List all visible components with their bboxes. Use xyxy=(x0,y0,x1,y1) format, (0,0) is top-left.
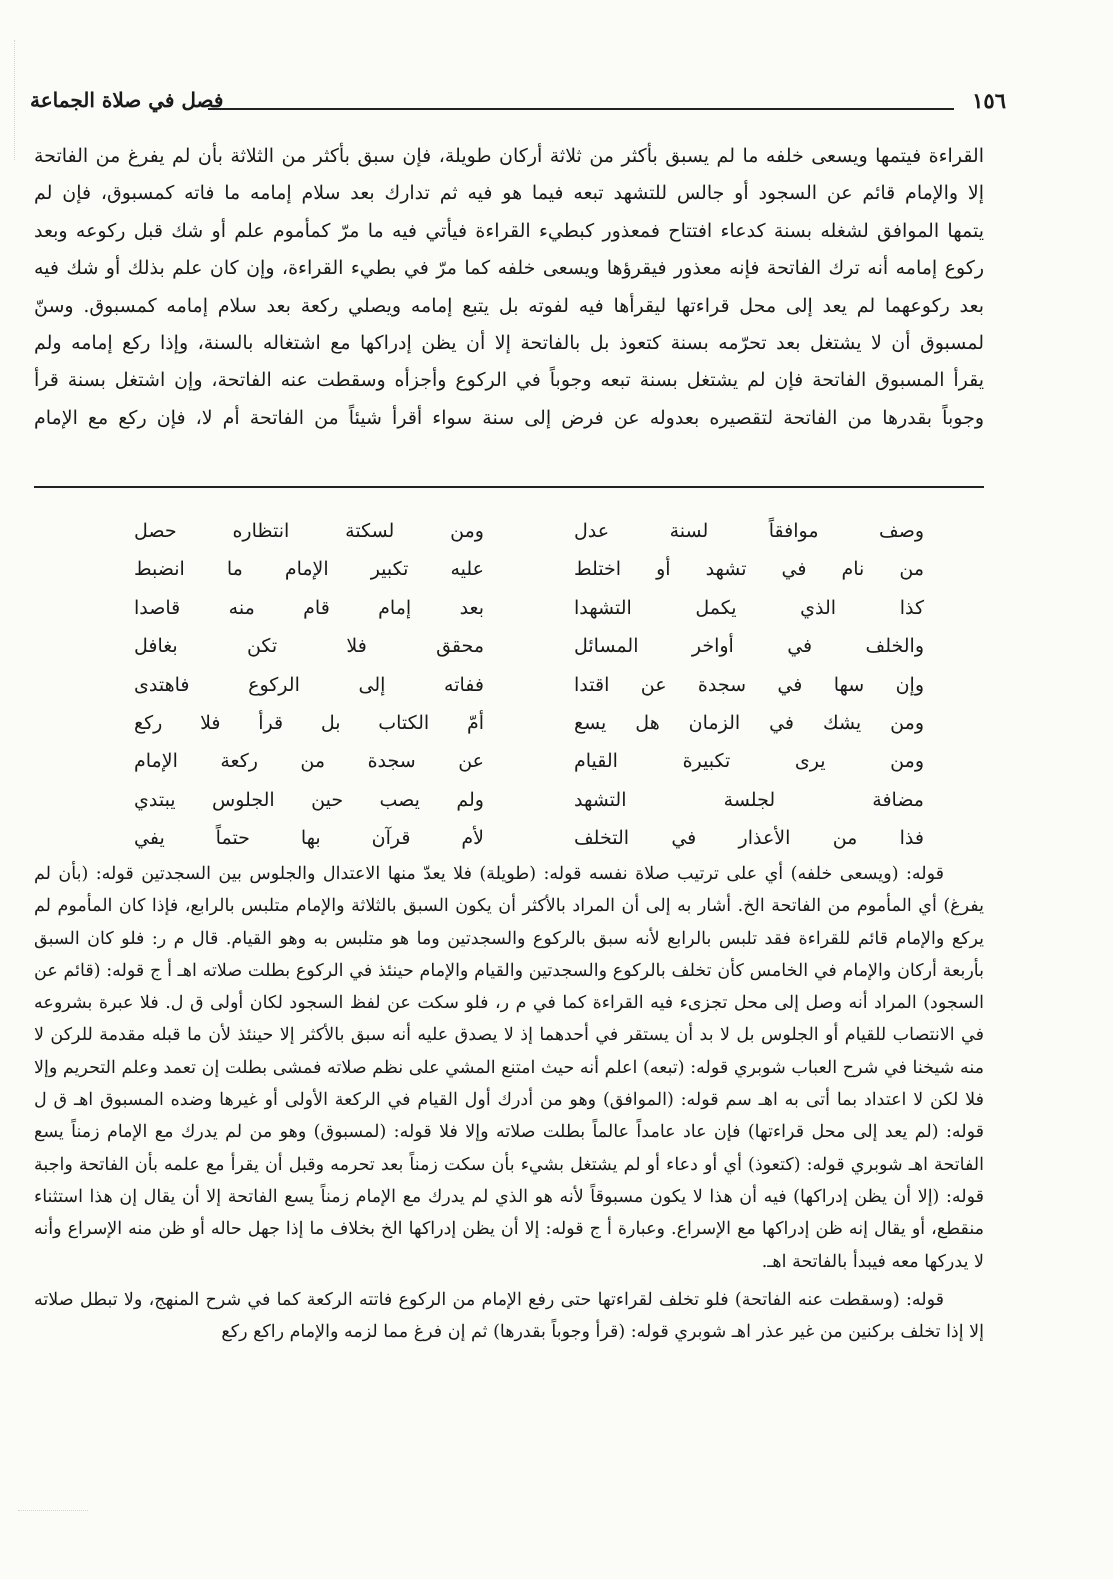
poem-second-hemistich: لأم قرآن بها حتماً يفي xyxy=(134,827,484,850)
scan-corner-mark xyxy=(18,1490,88,1511)
poem-first-hemistich: مضافة لجلسة التشهد xyxy=(574,788,924,811)
main-line: إلا والإمام قائم عن السجود أو جالس للتشهد تبعه فيما هو فيه ثم تدارك بعد سلام إمامه ما فاته كمسبوق، فإن لم xyxy=(34,182,984,205)
poem-first-hemistich: فذا من الأعذار في التخلف xyxy=(574,827,924,850)
commentary-paragraph: قوله: (وسقطت عنه الفاتحة) فلو تخلف لقراءتها حتى رفع الإمام من الركوع فاتته الركعة كما في شرح المنهج، ولا تبطل صلاته إلا إذا تخلف بركنين من غير عذر اهـ شوبري قوله: (قرأ وجوباً بقدرها) ثم إن فرغ مما لزمه والإمام راكع ركع xyxy=(34,1289,984,1343)
main-line: بعد ركوعهما لم يعد إلى محل قراءتها ليقرأها فيه لفوته بل يتبع إمامه ويصلي ركعة بعد سلام إمامه كمسبوق. وسنّ xyxy=(34,294,984,317)
main-line: يقرأ المسبوق الفاتحة فإن لم يشتغل بسنة تبعه وجوباً في الركوع وأجزأه وسقطت عنه الفاتحة، وإن اشتغل بسنة قرأ xyxy=(34,369,984,392)
poem-first-hemistich: وإن سها في سجدة عن اقتدا xyxy=(574,673,924,696)
poem-second-hemistich: أمّ الكتاب بل قرأ فلا ركع xyxy=(134,711,484,734)
footnote-separator xyxy=(34,486,984,488)
page-header xyxy=(30,88,1006,122)
running-title: فصل في صلاة الجماعة xyxy=(30,88,224,112)
poem-second-hemistich: ففاته إلى الركوع فاهتدى xyxy=(134,673,484,696)
poem-verse xyxy=(134,516,924,554)
poem-verse xyxy=(134,708,924,746)
poem-verse xyxy=(134,823,924,861)
poem-verse xyxy=(134,670,924,708)
main-line: وجوباً بقدرها من الفاتحة لتقصيره بعدوله عن فرض إلى سنة سواء أقرأ شيئاً من الفاتحة أم لا، فإن ركع مع الإمام xyxy=(34,406,984,429)
poem-second-hemistich: ومن لسكتة انتظاره حصل xyxy=(134,520,484,542)
poem-first-hemistich: وصف موافقاً لسنة عدل xyxy=(574,520,924,542)
commentary xyxy=(34,858,984,1348)
page-number: ١٥٦ xyxy=(972,88,1006,113)
poem-first-hemistich: ومن يرى تكبيرة القيام xyxy=(574,750,924,773)
main-line: القراءة فيتمها ويسعى خلفه ما لم يسبق بأكثر من ثلاثة أركان طويلة، فإن سبق بأكثر من الثلاثة بأن لم يفرغ من الفاتحة xyxy=(34,145,984,167)
poem-verse xyxy=(134,746,924,784)
main-line: يتمها الموافق لشغله بسنة كدعاء افتتاح فمعذور كبطيء القراءة فيأتي فيه ما مرّ كمأموم علم أو شك قبل ركوعه وبعد xyxy=(34,219,984,242)
main-text xyxy=(34,138,984,437)
poem-first-hemistich: كذا الذي يكمل التشهدا xyxy=(574,596,924,619)
poem-first-hemistich: ومن يشك في الزمان هل يسع xyxy=(574,711,924,734)
poem-first-hemistich: والخلف في أواخر المسائل xyxy=(574,635,924,658)
poem-verse xyxy=(134,631,924,669)
poem-verse xyxy=(134,593,924,631)
poem-second-hemistich: محقق فلا تكن بغافل xyxy=(134,635,484,658)
poem-verse xyxy=(134,554,924,592)
poem-second-hemistich: عن سجدة من ركعة الإمام xyxy=(134,750,484,773)
poem-second-hemistich: عليه تكبير الإمام ما انضبط xyxy=(134,558,484,581)
scan-edge-mark xyxy=(0,40,15,160)
commentary-paragraph: قوله: (ويسعى خلفه) أي على ترتيب صلاة نفسه قوله: (طويلة) فلا يعدّ منها الاعتدال والجلوس بين السجدتين قوله: (بأن لم يفرغ) أي المأموم من الفاتحة الخ. أشار به إلى أن المراد بالأكثر أن يكون السبق بالثلاثة والإمام متلبس بالرابع، فإذا كان المأموم لم يركع والإمام قائم للقراءة فقد تلبس بالرابع لأنه سبق بالركوع والسجدتين وما هو متلبس به وهو القيام. قال م ر: فلو كان السبق بأربعة أركان والإمام في الخامس كأن تخلف بالركوع والسجدتين والقيام والإمام حينئذ في الركوع بطلت صلاته اهـ أ ج قوله: (قائم عن السجود) المراد أنه وصل إلى محل تجزىء فيه القراءة كما في م ر، فلو سكت عن لفظ السجود لكان أولى ق ل. فلا عبرة بشروعه في الانتصاب للقيام أو الجلوس بل لا بد أن يستقر في أحدهما إذ لا يصدق عليه أنه سبق بالأكثر إلا حينئذ لأن ما قبله مقدمة للركن لا منه شيخنا في شرح العباب شوبري قوله: (تبعه) اعلم أنه حيث امتنع المشي على نظم صلاته فمشى بطلت إن تعمد وعلم التحريم وإلا فلا لكن لا اعتداد بما أتى به اهـ سم قوله: (الموافق) وهو من أدرك أول القيام في الركعة الأولى أو غيرها وضده المسبوق اهـ ق ل قوله: (لم يعد إلى محل قراءتها) فإن عاد عامداً عالماً بطلت صلاته وإلا فلا قوله: (لمسبوق) وهو من لم يدرك مع الإمام زمناً يسع الفاتحة اهـ شوبري قوله: (كتعوذ) أي أو دعاء أو لم يشتغل بشيء بأن سكت زمناً بعد تحرمه وقبل أن يقرأ مع علمه بأن الفاتحة واجبة قوله: (إلا أن يظن إدراكها) فيه أن هذا لا يكون مسبوقاً لأنه هو الذي لم يدرك مع الإمام زمناً يسع الفاتحة إلا أن يقال إن هذا استثناء منقطع، أو يقال إنه ظن إدراكها مع الإسراع. وعبارة أ ج قوله: إلا أن يظن إدراكها الخ بخلاف ما إذا جهل حاله أو ظن منه الإسراع وأنه لا يدركها معه فيبدأ بالفاتحة اهـ. xyxy=(34,864,984,1272)
poem xyxy=(134,516,924,862)
poem-second-hemistich: ولم يصب حين الجلوس يبتدي xyxy=(134,788,484,811)
poem-verse xyxy=(134,785,924,823)
header-rule xyxy=(208,108,954,110)
main-line: لمسبوق أن لا يشتغل بعد تحرّمه بسنة كتعوذ بل بالفاتحة إلا أن يظن إدراكها مع اشتغاله بالسنة، وإذا ركع إمامه ولم xyxy=(34,332,984,355)
main-line: ركوع إمامه أنه ترك الفاتحة فإنه معذور فيقرؤها ويسعى خلفه كما مرّ في بطيء القراءة، وإن كان علم بذلك أو شك فيه xyxy=(34,257,984,280)
poem-second-hemistich: بعد إمام قام منه قاصدا xyxy=(134,596,484,619)
poem-first-hemistich: من نام في تشهد أو اختلط xyxy=(574,558,924,581)
